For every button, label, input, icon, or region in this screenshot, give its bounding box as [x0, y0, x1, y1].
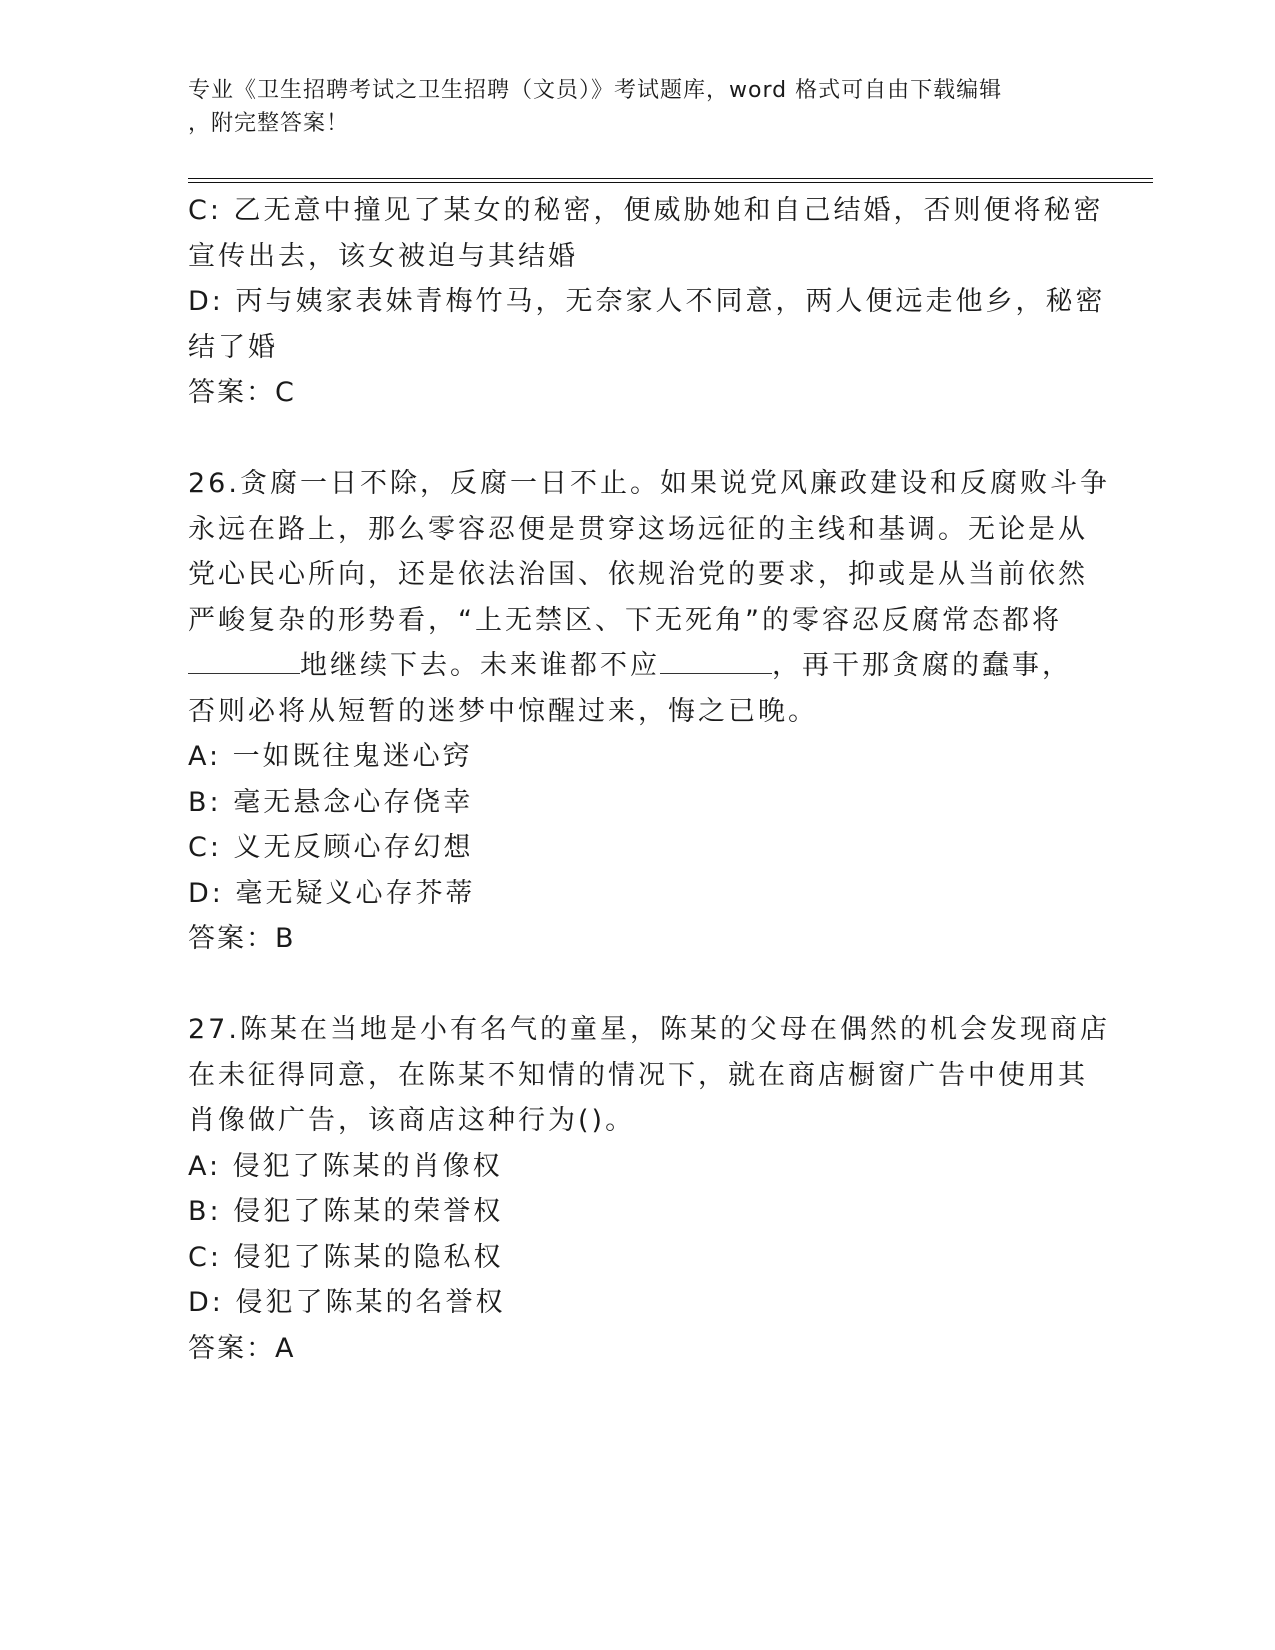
- q26-option-a: A: 一如既往鬼迷心窍: [188, 741, 473, 772]
- q26-stem-line4: 严峻复杂的形势看，“上无禁区、下无死角”的零容忍反腐常态都将: [188, 604, 1062, 636]
- fill-in-blank-2: [660, 647, 772, 674]
- q26-option-b: B: 毫无悬念心存侥幸: [188, 786, 474, 818]
- q26-stem-line6: 否则必将从短暂的迷梦中惊醒过来，悔之已晚。: [188, 695, 818, 727]
- header-title-line2: ，附完整答案！: [188, 111, 350, 136]
- question-content: [188, 188, 1110, 1371]
- header-double-rule: [188, 178, 1153, 183]
- question-27: [188, 1007, 1110, 1371]
- q25-option-d-line2: 结了婚: [188, 331, 278, 363]
- q25-answer: 答案：C: [188, 377, 296, 408]
- q27-option-c: C: 侵犯了陈某的隐私权: [188, 1241, 504, 1273]
- q27-answer: 答案：A: [188, 1332, 296, 1364]
- q25-option-c-line2: 宣传出去，该女被迫与其结婚: [188, 240, 578, 272]
- q25-option-c-line1: C: 乙无意中撞见了某女的秘密，便威胁她和自己结婚，否则便将秘密: [188, 195, 1104, 226]
- q27-stem-line3: 肖像做广告，该商店这种行为()。: [188, 1105, 636, 1136]
- header-title-line1: 专业《卫生招聘考试之卫生招聘（文员）》考试题库，word 格式可自由下载编辑: [188, 78, 1003, 103]
- q26-stem-line5-part2: ，再干那贪腐的蠢事，: [772, 650, 1072, 681]
- q27-option-d: D: 侵犯了陈某的名誉权: [188, 1287, 506, 1318]
- q26-stem-line1: 26.贪腐一日不除，反腐一日不止。如果说党风廉政建设和反腐败斗争: [188, 468, 1110, 499]
- q26-stem-line5: [188, 643, 1088, 689]
- q26-stem-line2: 永远在路上，那么零容忍便是贯穿这场远征的主线和基调。无论是从: [188, 513, 1088, 545]
- q26-stem-line5-part1: 地继续下去。未来谁都不应: [300, 650, 660, 681]
- question-26: [188, 461, 1110, 962]
- q26-option-c: C: 义无反顾心存幻想: [188, 832, 474, 863]
- q27-option-b: B: 侵犯了陈某的荣誉权: [188, 1196, 504, 1227]
- fill-in-blank-1: [188, 647, 300, 674]
- question-25-tail: [188, 188, 1106, 416]
- document-header: [188, 74, 1068, 140]
- spacer: [188, 416, 1088, 462]
- q25-option-d-line1: D: 丙与姨家表妹青梅竹马，无奈家人不同意，两人便远走他乡，秘密: [188, 286, 1106, 317]
- q26-option-d: D: 毫无疑义心存芥蒂: [188, 877, 476, 909]
- q27-stem-line2: 在未征得同意，在陈某不知情的情况下，就在商店橱窗广告中使用其: [188, 1059, 1088, 1091]
- q27-stem-line1: 27.陈某在当地是小有名气的童星，陈某的父母在偶然的机会发现商店: [188, 1014, 1110, 1045]
- q26-answer: 答案：B: [188, 923, 296, 954]
- spacer: [188, 962, 1088, 1008]
- q27-option-a: A: 侵犯了陈某的肖像权: [188, 1150, 503, 1182]
- q26-stem-line3: 党心民心所向，还是依法治国、依规治党的要求，抑或是从当前依然: [188, 559, 1088, 590]
